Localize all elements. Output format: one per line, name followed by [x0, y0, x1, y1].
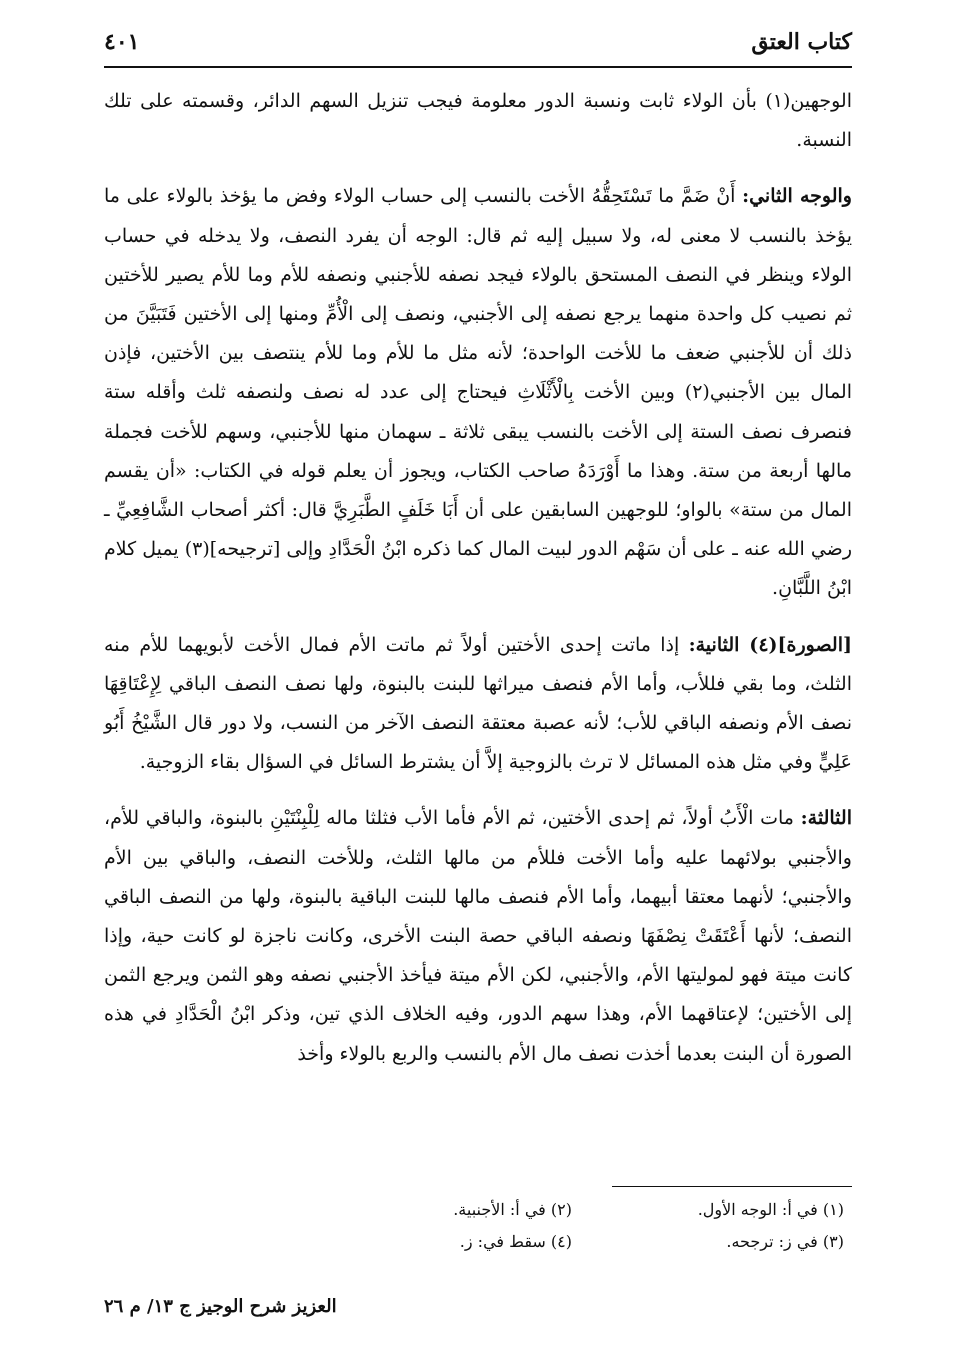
paragraph: [104, 799, 852, 1073]
paragraph: [104, 626, 852, 783]
footnote: (٣) في ز: ترجحه.: [726, 1232, 844, 1251]
paragraph: [104, 82, 852, 160]
paragraph-text: إذا ماتت إحدى الأختين أولاً ثم ماتت الأم فمال الأخت لأبويهما للأم منه الثلث، وما بقي فللأب، وأما الأم فنصف ميراثها للبنت بالبنوة، ولها نصف النصف الباقي لِإِعْتَاقِهَا نصف الأم ونصفه الباقي للأب؛ لأنه عصبة معتقة النصف الآخر من النسب، ولا دور قال الشَّيْخُ أَبُو عَلِيٍّ وفي مثل هذه المسائل لا ترث بالزوجية إلاَّ أن يشترط السائل في السؤال بقاء الزوجية.: [104, 633, 852, 774]
header-rule: [104, 66, 852, 68]
paragraph-text: أَنْ ضَمَّ ما تَسْتَحِقُّهُ الأخت بالنسب إلى حساب الولاء وفض ما يؤخذ بالولاء على ما يؤخذ بالنسب لا معنى له، ولا سبيل إليه ثم قال: الوجه أن يفرد النصف، ولا يدخله في حساب الولاء وينظر في النصف المستحق بالولاء فيجد نصفه للأجنبي ونصفه للأم وما للأم يصير للأختين ثم نصيب كل واحدة منهما يرجع نصفه إلى الأجنبي، ونصف إلى الْأُمِّ ومنها إلى الأختين فَتَبَيَّنَ من ذلك أن للأجنبي ضعف ما للأخت الواحدة؛ لأنه مثل ما للأم وما للأم ينتصف بين الأختين، فإذن المال بين الأجنبي(٢) وبين الأخت بِالْأَثْلَاثِ فيحتاج إلى عدد له نصف ولنصفه ثلث وأقله ستة فنصرف نصف الستة إلى الأخت بالنسب يبقى ثلاثة ـ سهمان منها للأجنبي، وسهم للأخت فجملة مالها أربعة من ستة. وهذا ما أَوْرَدَهُ صاحب الكتاب، ويجوز أن يعلم قوله في الكتاب: «أن يقسم المال من ستة» بالواو؛ للوجهين السابقين على أن أَبَا خَلَفٍ الطَّبَرِيَّ قال: أكثر أصحاب الشَّافِعِيِّ ـ رضي الله عنه ـ على أن سَهْم الدور لبيت المال كما ذكره ابْنُ الْحَدَّادِ وإلى [ترجيحه](٣) يميل كلام ابْنُ اللَّبَّانِ.: [104, 185, 852, 600]
paragraph-lead: والوجه الثاني:: [742, 185, 852, 208]
book-title: كتاب العتق: [751, 29, 852, 55]
paragraph-text: الوجهين(١) بأن الولاء ثابت ونسبة الدور معلومة فيجب تنزيل السهم الدائر، وقسمته على تلك النسبة.: [104, 90, 852, 152]
main-text: [104, 82, 852, 1091]
paragraph: [104, 177, 852, 608]
footer-signature: العزيز شرح الوجيز ج ١٣/ م ٢٦: [104, 1296, 337, 1317]
paragraph-lead: [الصورة](٤) الثانية:: [688, 633, 852, 656]
footnote: (٢) في أ: الأجنبية.: [453, 1200, 572, 1219]
footnote-rule: [612, 1186, 852, 1187]
paragraph-lead: الثالثة:: [800, 807, 852, 830]
page-footer: [104, 1296, 852, 1317]
page-number: ٤٠١: [104, 29, 140, 55]
footnote: (٤) سقط في: ز.: [459, 1232, 572, 1251]
footnotes: [300, 1196, 844, 1256]
footnote: (١) في أ: الوجه الأول.: [697, 1200, 844, 1219]
page-header: [104, 22, 852, 62]
paragraph-text: مات الْأَبُ أولاً، ثم إحدى الأختين، ثم الأم فأما الأب فثلثا ماله لِلْبِنْتَيْنِ بالبنوة، والباقي للأم، والأجنبي بولائهما عليه وأما الأخت فللأم من مالها الثلث، وللأخت النصف، والباقي بين الأم والأجنبي؛ لأنهما معتقا أبيهما، وأما الأم فنصف مالها للبنت الباقية بالبنوة، ولها من النصف الباقي النصف؛ لأنها أَعْتَقَتْ نِصْفَهَا ونصفه الباقي حصة البنت الأخرى، وكانت ناجزة لو كانت حية، وإذا كانت ميتة فهو لموليتها الأم، والأجنبي، لكن الأم ميتة فيأخذ الأجنبي نصفه وهو الثمن ويرجع الثمن إلى الأختين؛ لإعتاقهما الأم، وهذا سهم الدور، وفيه الخلاف الذي تين، وذكر ابْنُ الْحَدَّادِ في هذه الصورة أن البنت بعدما أخذت نصف مال الأم بالنسب والربع بالولاء وأخذ: [104, 807, 852, 1065]
